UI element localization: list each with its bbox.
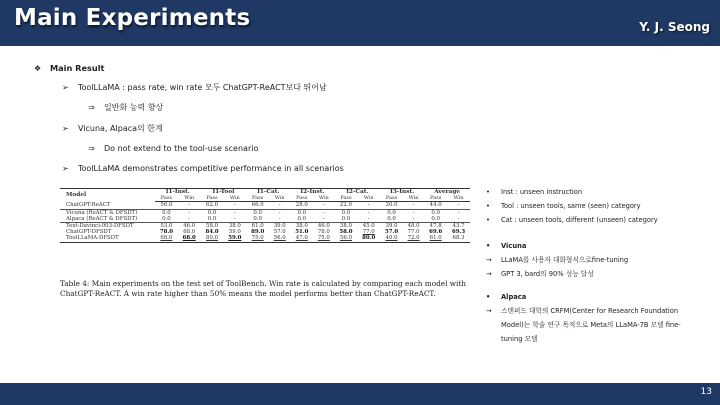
score-cell: 78.0	[317, 229, 330, 236]
table-row	[60, 202, 470, 209]
group-header: I3-Inst.	[380, 189, 424, 196]
sub-header: Win	[447, 195, 470, 202]
score-cell: 30.0	[380, 202, 403, 209]
model-name-cell: Alpaca (ReACT & DFSDT)	[60, 216, 155, 223]
score-cell: -	[403, 202, 424, 209]
score-cell: 61.0	[424, 235, 447, 242]
score-cell: 38.0	[339, 223, 352, 230]
score-cell: 58.0	[206, 223, 219, 230]
arrowhead-bullet-icon: ➢	[62, 83, 69, 92]
score-cell: 57.0	[273, 229, 286, 236]
double-arrow-icon: ⇒	[88, 103, 95, 112]
score-cell: -	[233, 209, 236, 216]
alpaca-note-1-line-2: Model)는 학술 연구 목적으로 Meta의 LLaMA-7B 모델 fine-	[501, 321, 681, 329]
score-cell: 53.0	[160, 223, 173, 230]
sub-header: Pass	[246, 195, 269, 202]
score-cell: 56.0	[269, 235, 290, 242]
dot-bullet-icon: •	[486, 202, 490, 210]
score-cell: 59.0	[223, 235, 246, 242]
score-cell: 48.0	[407, 223, 420, 230]
score-cell: 78.0	[159, 229, 173, 236]
table-caption	[60, 279, 480, 299]
group-header: I1-Tool	[201, 189, 247, 196]
model-name-cell: Vicuna (ReACT & DFSDT)	[66, 209, 138, 216]
score-cell: -	[223, 216, 246, 223]
score-cell: 68.0	[155, 235, 178, 242]
sub-header: Win	[313, 195, 334, 202]
dot-bullet-icon: •	[486, 188, 490, 196]
sub-header: Pass	[380, 195, 403, 202]
sub-bullet-tool-use: ⇒ Do not extend to the tool-use scenario	[88, 144, 259, 153]
score-cell: 84.0	[205, 229, 219, 236]
score-cell: -	[223, 202, 246, 209]
score-cell: 58.0	[339, 229, 353, 236]
table-row	[60, 223, 470, 230]
note-tool: • Tool : unseen tools, same (seen) category	[486, 202, 641, 210]
page-number: 13	[700, 387, 712, 397]
score-cell: 0.0	[246, 216, 269, 223]
score-cell: -	[447, 202, 470, 209]
score-cell: 72.0	[403, 235, 424, 242]
sub-header: Win	[178, 195, 201, 202]
score-cell: 68.3	[447, 235, 470, 242]
slide-title: Main Experiments	[14, 5, 251, 31]
score-cell: 0.0	[290, 216, 313, 223]
score-cell: 66.0	[246, 202, 269, 209]
score-cell: -	[178, 202, 201, 209]
score-cell: 0.0	[253, 209, 262, 216]
double-arrow-icon: ⇒	[88, 144, 95, 153]
score-cell: -	[457, 209, 460, 216]
right-arrow-icon: →	[486, 256, 492, 264]
caption-text: Main experiments on the test set of ToolBench. Win rate is calculated by comparing each model with ChatGPT-ReACT. A win rate higher than 50% means the model performs better than ChatGPT-ReACT.	[60, 279, 466, 298]
score-cell: 0.0	[335, 216, 358, 223]
main-result-heading: ❖ Main Result	[34, 63, 105, 73]
sub-header: Win	[269, 195, 290, 202]
score-cell: -	[178, 216, 201, 223]
score-cell: 68.0	[178, 235, 201, 242]
alpaca-heading: • Alpaca	[486, 293, 527, 301]
group-header: Average	[424, 189, 470, 196]
dot-bullet-icon: •	[486, 293, 491, 301]
score-cell: -	[357, 216, 380, 223]
score-cell: 69.6	[429, 229, 443, 236]
score-cell: 0.0	[155, 216, 178, 223]
score-cell: 80.0	[357, 235, 380, 242]
score-cell: 0.0	[297, 209, 307, 216]
score-cell: -	[357, 202, 380, 209]
bullet-vicuna-alpaca-limit: ➢ Vicuna, Alpaca의 한계	[62, 124, 163, 133]
score-cell: 56.0	[155, 202, 178, 209]
score-cell: -	[188, 209, 191, 216]
sub-header: Pass	[424, 195, 447, 202]
score-cell: 0.0	[207, 209, 217, 216]
model-header: Model	[60, 189, 155, 202]
score-cell: -	[313, 216, 334, 223]
score-cell: 44.0	[424, 202, 447, 209]
score-cell: 80.0	[201, 235, 224, 242]
score-cell: 0.0	[380, 216, 403, 223]
table-row	[60, 216, 470, 223]
score-cell: 0.0	[431, 209, 440, 216]
score-cell: -	[269, 216, 290, 223]
score-cell: 47.0	[290, 235, 313, 242]
score-cell: 75.0	[313, 235, 334, 242]
score-cell: 61.0	[251, 223, 264, 230]
group-header: I2-Inst.	[290, 189, 334, 196]
score-cell: 46.0	[183, 223, 196, 230]
vicuna-note-1: → LLaMA를 사용자 대화형식으로fine-tuning	[486, 256, 629, 264]
alpaca-note-1-line-3: tuning 모델	[501, 335, 538, 343]
model-name-cell: Text-Davinci-003-DFSDT	[66, 223, 134, 230]
score-cell: 77.0	[407, 229, 420, 236]
dot-bullet-icon: •	[486, 216, 490, 224]
score-cell: 39.0	[385, 223, 398, 230]
score-cell: -	[322, 209, 325, 216]
score-cell: 40.0	[380, 235, 403, 242]
score-cell: 89.0	[251, 229, 265, 236]
right-arrow-icon: →	[486, 270, 492, 278]
arrowhead-bullet-icon: ➢	[62, 164, 69, 173]
score-cell: 77.0	[362, 229, 375, 236]
table-row	[60, 209, 470, 216]
sub-bullet-generalization: ⇒ 일반화 능력 향상	[88, 103, 164, 112]
score-cell: -	[412, 209, 415, 216]
score-cell: -	[313, 202, 334, 209]
bullet-toolllama-rates: ➢ ToolLLaMA : pass rate, win rate 모두 ChatGPT-ReACT보다 뛰어남	[62, 83, 327, 92]
score-cell: -	[278, 209, 281, 216]
score-cell: 38.0	[228, 223, 241, 230]
score-cell: 57.0	[384, 229, 399, 236]
group-header: I1-Inst.	[155, 189, 201, 196]
score-cell: 62.0	[201, 202, 224, 209]
score-cell: 22.0	[335, 202, 358, 209]
right-arrow-icon: →	[486, 307, 492, 315]
model-name-cell: ChatGPT-ReACT	[60, 202, 155, 209]
score-cell: 68.0	[183, 229, 196, 236]
sub-header: Pass	[335, 195, 358, 202]
score-cell: -	[269, 202, 290, 209]
score-cell: 0.0	[201, 216, 224, 223]
score-cell: 0.0	[387, 209, 396, 216]
diamond-bullet-icon: ❖	[34, 64, 42, 73]
group-header: I2-Cat.	[335, 189, 381, 196]
vicuna-heading: • Vicuna	[486, 242, 527, 250]
score-cell: 0.0	[341, 209, 351, 216]
note-inst: • Inst : unseen instruction	[486, 188, 583, 196]
dot-bullet-icon: •	[486, 242, 491, 250]
footer-bar	[0, 383, 720, 405]
author-name: Y. J. Seong	[639, 20, 710, 34]
model-name-cell: ChatGPT-DFSDT	[66, 229, 112, 236]
sub-header: Pass	[201, 195, 224, 202]
score-cell: -	[447, 216, 470, 223]
note-cat: • Cat : unseen tools, different (unseen) category	[486, 216, 658, 224]
bullet-competitive-performance: ➢ ToolLLaMA demonstrates competitive performance in all scenarios	[62, 164, 344, 173]
sub-header: Pass	[290, 195, 313, 202]
arrowhead-bullet-icon: ➢	[62, 124, 69, 133]
vicuna-note-2: → GPT 3, bard의 90% 성능 달성	[486, 270, 594, 278]
sub-header: Win	[357, 195, 380, 202]
score-cell: -	[367, 209, 370, 216]
caption-label: Table 4:	[60, 279, 90, 288]
score-cell: 0.0	[424, 216, 447, 223]
score-cell: 59.0	[228, 229, 241, 236]
score-cell: 45.0	[362, 223, 375, 230]
group-header: I1-Cat.	[246, 189, 290, 196]
score-cell: 69.3	[451, 229, 466, 236]
sub-header: Win	[223, 195, 246, 202]
score-cell: 28.0	[290, 202, 313, 209]
model-name-cell: ToolLLaMA-DFSDT	[60, 235, 155, 242]
alpaca-note-1: → 스탠퍼드 대학의 CRFM(Center for Research Foundation	[486, 307, 679, 315]
score-cell: 51.0	[295, 229, 309, 236]
score-cell: 0.0	[162, 209, 171, 216]
title-bar	[0, 0, 720, 46]
score-cell: 56.0	[335, 235, 358, 242]
score-cell: -	[403, 216, 424, 223]
sub-header: Pass	[155, 195, 178, 202]
score-cell: 46.0	[317, 223, 330, 230]
table-row	[60, 235, 470, 242]
score-cell: 38.0	[295, 223, 308, 230]
sub-header: Win	[403, 195, 424, 202]
results-table	[60, 188, 470, 243]
score-cell: 75.0	[246, 235, 269, 242]
score-cell: 43.7	[452, 223, 465, 230]
score-cell: 47.8	[429, 223, 442, 230]
score-cell: 39.0	[273, 223, 286, 230]
